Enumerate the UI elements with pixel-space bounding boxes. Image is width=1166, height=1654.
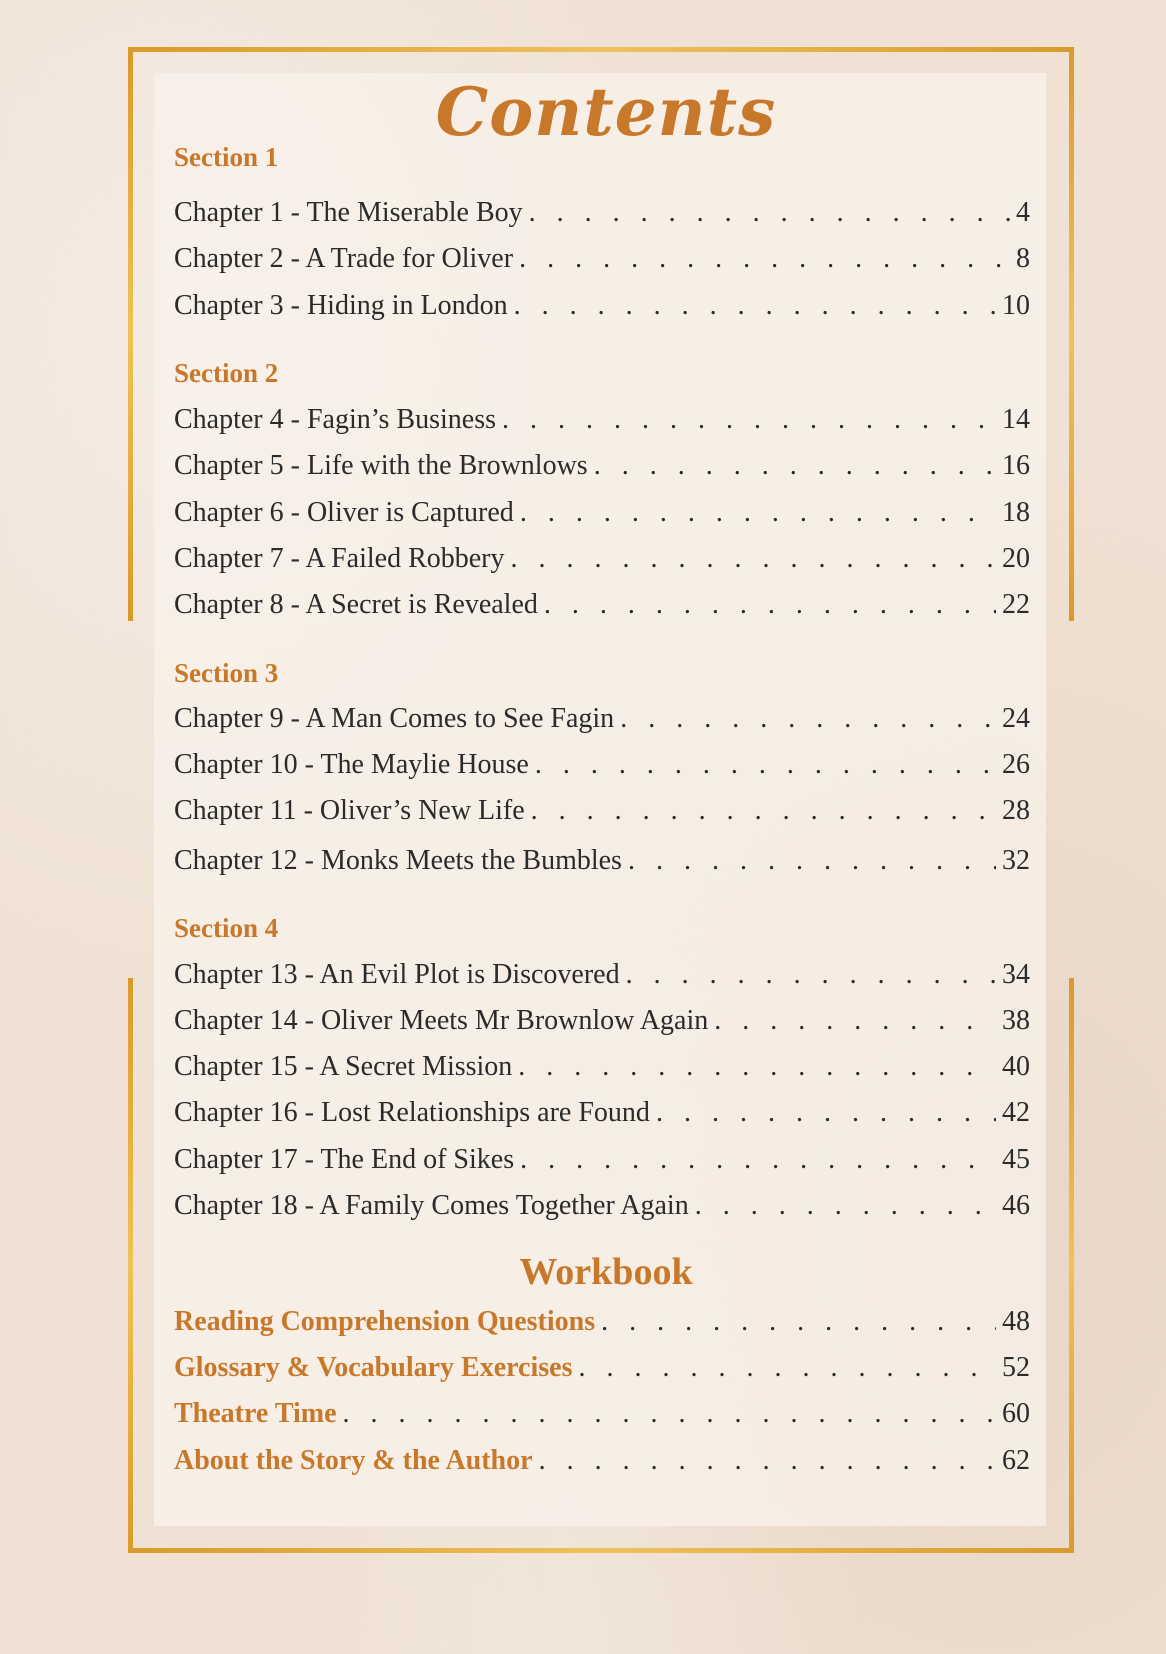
toc-row-chapter-10[interactable] (174, 747, 1030, 783)
toc-entry-label: Chapter 14 - Oliver Meets Mr Brownlow Again (174, 1005, 709, 1036)
toc-entry-label: Chapter 6 - Oliver is Captured (174, 497, 514, 528)
toc-entry-label: Chapter 9 - A Man Comes to See Fagin (174, 703, 615, 734)
section-heading-2: Section 2 (174, 358, 279, 388)
frame-bottom-border (128, 1548, 1074, 1553)
toc-page-number: 38 (1002, 1005, 1030, 1036)
toc-entry-label: Chapter 17 - The End of Sikes (174, 1144, 515, 1175)
dot-leader (502, 402, 996, 438)
toc-entry-label: Chapter 16 - Lost Relationships are Found (174, 1097, 650, 1128)
toc-page-number: 24 (1002, 703, 1030, 734)
dot-leader (544, 587, 996, 623)
toc-entry-label: Chapter 12 - Monks Meets the Bumbles (174, 845, 622, 876)
toc-entry-label: Chapter 18 - A Family Comes Together Again (174, 1190, 689, 1221)
toc-page-number: 34 (1002, 959, 1030, 990)
dot-leader (518, 1049, 996, 1085)
dot-leader (511, 541, 996, 577)
toc-row-workbook-about[interactable] (174, 1443, 1030, 1479)
toc-page-number: 18 (1002, 497, 1030, 528)
dot-leader (514, 288, 996, 324)
toc-page-number: 10 (1002, 290, 1030, 321)
toc-row-chapter-18[interactable] (174, 1188, 1030, 1224)
dot-leader (578, 1350, 996, 1386)
toc-row-chapter-9[interactable] (174, 701, 1030, 737)
toc-page-number: 45 (1002, 1144, 1030, 1175)
dot-leader (594, 448, 996, 484)
dot-leader (626, 957, 996, 993)
dot-leader (535, 747, 996, 783)
toc-row-chapter-8[interactable] (174, 587, 1030, 623)
toc-entry-label: Theatre Time (174, 1398, 337, 1429)
toc-row-chapter-6[interactable] (174, 495, 1030, 531)
toc-page-number: 20 (1002, 543, 1030, 574)
toc-page-number: 8 (1016, 243, 1030, 274)
toc-page-number: 48 (1002, 1306, 1030, 1337)
toc-page-number: 52 (1002, 1352, 1030, 1383)
toc-page-number: 28 (1002, 795, 1030, 826)
toc-entry-label: Chapter 1 - The Miserable Boy (174, 197, 523, 228)
dot-leader (628, 843, 996, 879)
dot-leader (520, 495, 996, 531)
dot-leader (620, 701, 996, 737)
dot-leader (656, 1095, 996, 1131)
section-heading-3: Section 3 (174, 658, 279, 688)
dot-leader (601, 1304, 996, 1340)
toc-row-chapter-13[interactable] (174, 957, 1030, 993)
section-heading-4: Section 4 (174, 913, 279, 943)
page-title: Contents (435, 73, 777, 151)
workbook-heading: Workbook (519, 1251, 693, 1293)
toc-entry-label: Chapter 2 - A Trade for Oliver (174, 243, 514, 274)
dot-leader (695, 1188, 996, 1224)
toc-row-chapter-1[interactable] (174, 195, 1030, 231)
toc-row-workbook-glossary[interactable] (174, 1350, 1030, 1386)
dot-leader (539, 1443, 996, 1479)
toc-entry-label: Chapter 15 - A Secret Mission (174, 1051, 513, 1082)
toc-row-chapter-16[interactable] (174, 1095, 1030, 1131)
toc-page-number: 32 (1002, 845, 1030, 876)
toc-page-number: 42 (1002, 1097, 1030, 1128)
toc-row-chapter-5[interactable] (174, 448, 1030, 484)
toc-row-chapter-11[interactable] (174, 793, 1030, 829)
dot-leader (531, 793, 996, 829)
toc-entry-label: Chapter 7 - A Failed Robbery (174, 543, 505, 574)
toc-entry-label: Reading Comprehension Questions (174, 1306, 596, 1337)
toc-row-chapter-14[interactable] (174, 1003, 1030, 1039)
toc-page-number: 40 (1002, 1051, 1030, 1082)
toc-entry-label: About the Story & the Author (174, 1445, 533, 1476)
toc-entry-label: Chapter 11 - Oliver’s New Life (174, 795, 525, 826)
toc-row-workbook-reading[interactable] (174, 1304, 1030, 1340)
toc-entry-label: Chapter 13 - An Evil Plot is Discovered (174, 959, 620, 990)
toc-entry-label: Chapter 5 - Life with the Brownlows (174, 450, 588, 481)
toc-page-number: 60 (1002, 1398, 1030, 1429)
toc-entry-label: Chapter 8 - A Secret is Revealed (174, 589, 538, 620)
toc-entry-label: Chapter 3 - Hiding in London (174, 290, 508, 321)
toc-row-chapter-4[interactable] (174, 402, 1030, 438)
toc-row-chapter-2[interactable] (174, 241, 1030, 277)
toc-page-number: 14 (1002, 404, 1030, 435)
frame-top-border (128, 47, 1074, 52)
toc-page-number: 62 (1002, 1445, 1030, 1476)
toc-page-number: 16 (1002, 450, 1030, 481)
dot-leader (519, 241, 1010, 277)
section-heading-1: Section 1 (174, 142, 279, 172)
toc-entry-label: Chapter 10 - The Maylie House (174, 749, 529, 780)
toc-page-number: 46 (1002, 1190, 1030, 1221)
toc-entry-label: Glossary & Vocabulary Exercises (174, 1352, 573, 1383)
dot-leader (714, 1003, 996, 1039)
toc-row-workbook-theatre[interactable] (174, 1396, 1030, 1432)
dot-leader (529, 195, 1010, 231)
toc-page-number: 4 (1016, 197, 1030, 228)
toc-row-chapter-17[interactable] (174, 1142, 1030, 1178)
dot-leader (520, 1142, 996, 1178)
toc-page-number: 22 (1002, 589, 1030, 620)
toc-row-chapter-15[interactable] (174, 1049, 1030, 1085)
toc-row-chapter-7[interactable] (174, 541, 1030, 577)
toc-row-chapter-3[interactable] (174, 288, 1030, 324)
toc-row-chapter-12[interactable] (174, 843, 1030, 879)
toc-entry-label: Chapter 4 - Fagin’s Business (174, 404, 496, 435)
toc-page-number: 26 (1002, 749, 1030, 780)
dot-leader (343, 1396, 996, 1432)
